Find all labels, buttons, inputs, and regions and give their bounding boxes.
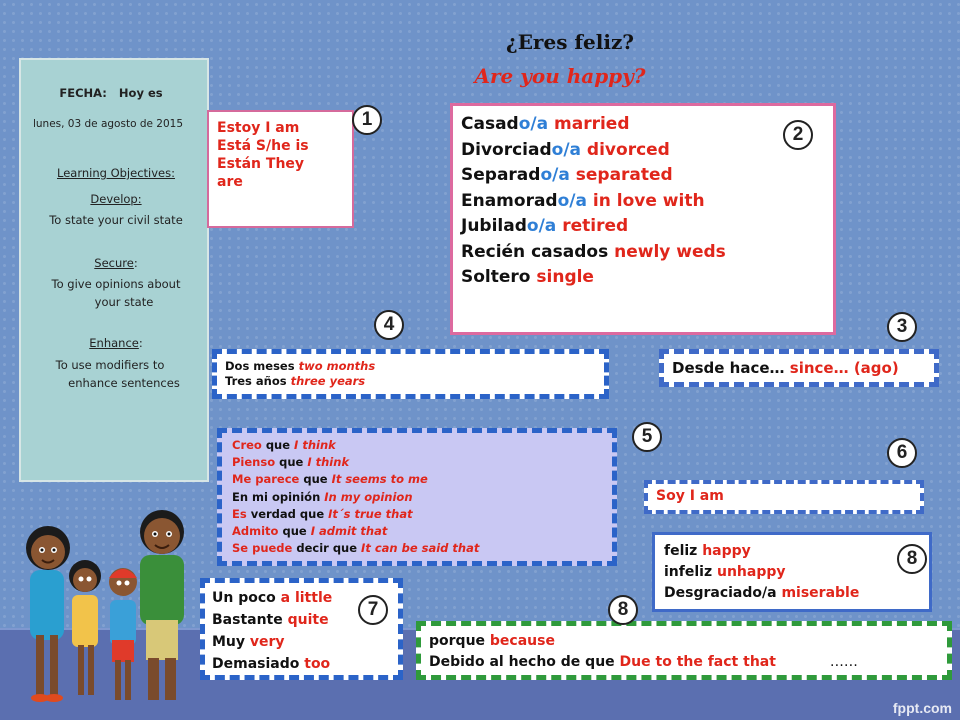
modifier-en: a little <box>280 590 333 606</box>
because-es: porque <box>429 633 490 649</box>
opinion-row <box>232 454 612 471</box>
civil-en: married <box>548 114 630 134</box>
time-row <box>225 359 604 374</box>
modifier-row <box>212 631 398 653</box>
opinion-verb: Creo <box>232 438 262 452</box>
opinion-en: I admit that <box>310 524 388 539</box>
title-spanish: ¿Eres feliz? <box>505 30 635 54</box>
opinion-verb: Admito <box>232 524 279 539</box>
time-es: Dos meses <box>225 359 299 373</box>
modifiers-box <box>200 578 403 680</box>
modifier-row <box>212 653 398 675</box>
opinion-verb: Me parece <box>232 472 300 487</box>
soy-box <box>644 480 924 514</box>
opinion-row <box>232 540 612 557</box>
opinion-row <box>232 506 612 523</box>
opinion-verb: Es <box>232 506 247 521</box>
civil-ending: o/a <box>540 165 570 185</box>
modifier-es: Un poco <box>212 590 281 606</box>
happiness-en: miserable <box>781 585 860 601</box>
civil-stem: Separad <box>461 165 541 185</box>
estar-line-last: are <box>217 174 243 190</box>
title-english: Are you happy? <box>474 64 646 88</box>
time-es: Tres años <box>225 374 291 388</box>
modifier-es: Demasiado <box>212 656 305 672</box>
estar-es: Estoy <box>217 120 261 136</box>
civil-row <box>461 214 833 240</box>
opinion-en: I think <box>294 438 336 452</box>
modifier-en: very <box>249 634 285 650</box>
opinion-row <box>232 471 612 488</box>
woman-figure <box>26 526 70 702</box>
badge-2: 2 <box>783 120 813 150</box>
opinion-connector: decir que <box>292 541 362 556</box>
opinion-connector: que <box>275 455 308 470</box>
civil-en: in love with <box>586 190 705 211</box>
badge-6: 6 <box>887 438 917 468</box>
opinion-en: It seems to me <box>331 472 428 487</box>
secure-line <box>21 256 211 270</box>
badge-1: 1 <box>352 105 382 135</box>
happiness-row <box>664 583 929 604</box>
because-row <box>429 631 947 652</box>
soy-es: Soy <box>656 488 685 504</box>
badge-5: 5 <box>632 422 662 452</box>
opinion-connector: que <box>299 472 332 487</box>
enhance-line <box>21 336 211 350</box>
modifier-en: too <box>304 656 331 672</box>
happiness-es: Desgraciado/a <box>664 585 782 601</box>
civil-row <box>461 112 833 138</box>
estar-line <box>217 137 352 155</box>
because-dots: …… <box>829 654 858 670</box>
because-row <box>429 652 947 673</box>
family-illustration <box>10 500 200 720</box>
civil-es: Soltero <box>461 267 537 287</box>
opinion-row <box>232 523 612 540</box>
civil-en: retired <box>556 216 629 236</box>
happiness-row <box>664 541 929 562</box>
civil-row <box>461 265 833 291</box>
opinion-connector: que <box>278 524 311 539</box>
happiness-es: feliz <box>664 543 703 559</box>
soy-en: I am <box>684 488 724 504</box>
civil-ending: o/a <box>518 114 549 134</box>
badge-7: 7 <box>358 595 388 625</box>
civil-ending: o/a <box>551 139 582 160</box>
objectives-panel <box>19 58 209 482</box>
since-en: since… (ago) <box>789 359 899 377</box>
objectives-heading: Learning Objectives: <box>57 166 175 180</box>
secure-text-2: your state <box>94 295 154 309</box>
civil-ending: o/a <box>557 190 587 211</box>
secure-colon: : <box>133 256 138 270</box>
fecha-value: Hoy es <box>118 86 163 100</box>
civil-row <box>461 138 833 164</box>
estar-box <box>207 110 354 228</box>
civil-stem: Enamorad <box>461 190 558 211</box>
estar-es: Está <box>217 138 252 154</box>
watermark-text: fppt.com <box>892 700 952 716</box>
opinion-row <box>232 489 612 506</box>
secure-text-1: To give opinions about <box>51 277 181 291</box>
estar-es: Están <box>217 156 262 172</box>
estar-en: I am <box>260 120 300 136</box>
civil-en: newly weds <box>614 241 726 262</box>
civil-row <box>461 163 833 189</box>
opinion-row <box>232 437 612 454</box>
civil-state-box <box>450 103 836 335</box>
because-en: because <box>489 633 555 649</box>
time-box <box>212 349 609 399</box>
fecha-label: FECHA: <box>59 86 107 100</box>
happiness-en: unhappy <box>716 564 786 580</box>
because-en: Due to the fact that <box>619 654 776 670</box>
badge-8: 8 <box>897 544 927 574</box>
opinion-en: I think <box>307 455 350 470</box>
estar-line <box>217 119 352 137</box>
civil-stem: Casad <box>461 114 519 134</box>
opinion-connector: En mi opinión <box>232 489 325 504</box>
civil-es: Recién casados <box>461 241 615 262</box>
opinion-en: It can be said that <box>361 541 480 556</box>
enhance-colon: : <box>138 336 143 350</box>
civil-stem: Divorciad <box>461 139 552 160</box>
secure-label: Secure <box>94 256 134 270</box>
enhance-label: Enhance <box>89 336 139 350</box>
since-es: Desde hace… <box>672 359 790 377</box>
civil-ending: o/a <box>526 216 557 236</box>
opinion-en: In my opinion <box>324 489 413 504</box>
because-es: Debido al hecho de que <box>429 654 620 670</box>
civil-en: divorced <box>581 139 670 160</box>
because-box <box>416 621 952 680</box>
enhance-text-1: To use modifiers to <box>55 358 165 372</box>
badge-3: 3 <box>887 312 917 342</box>
badge-4: 4 <box>374 310 404 340</box>
civil-en: single <box>536 267 594 287</box>
civil-row <box>461 189 833 215</box>
happiness-es: infeliz <box>664 564 717 580</box>
opinion-verb: Pienso <box>232 455 276 470</box>
develop-label: Develop: <box>90 192 142 206</box>
opinion-connector: verdad que <box>246 506 329 521</box>
opinion-en: It´s true that <box>328 506 413 521</box>
modifier-es: Bastante <box>212 612 288 628</box>
modifier-en: quite <box>287 612 329 628</box>
opinion-connector: que <box>261 438 295 452</box>
happiness-box <box>652 532 932 612</box>
estar-en: They <box>261 156 305 172</box>
civil-row <box>461 240 833 266</box>
happiness-row <box>664 562 929 583</box>
happiness-en: happy <box>702 543 751 559</box>
time-en: three years <box>290 374 366 388</box>
since-box <box>659 349 939 387</box>
enhance-text-2: enhance sentences <box>68 376 180 390</box>
time-row <box>225 374 604 389</box>
opinions-box <box>217 428 617 566</box>
civil-en: separated <box>569 165 673 185</box>
develop-text: To state your civil state <box>49 213 183 227</box>
time-en: two months <box>298 359 376 373</box>
opinion-verb: Se puede <box>232 541 293 556</box>
man-figure <box>140 510 184 700</box>
boy-figure <box>109 568 137 700</box>
fecha-line <box>16 86 206 100</box>
modifier-es: Muy <box>212 634 250 650</box>
civil-stem: Jubilad <box>461 216 527 236</box>
date-text: lunes, 03 de agosto de 2015 <box>32 118 184 130</box>
girl-figure <box>69 560 101 695</box>
estar-line <box>217 155 352 173</box>
estar-en: S/he is <box>251 138 309 154</box>
badge-8-second: 8 <box>608 595 638 625</box>
